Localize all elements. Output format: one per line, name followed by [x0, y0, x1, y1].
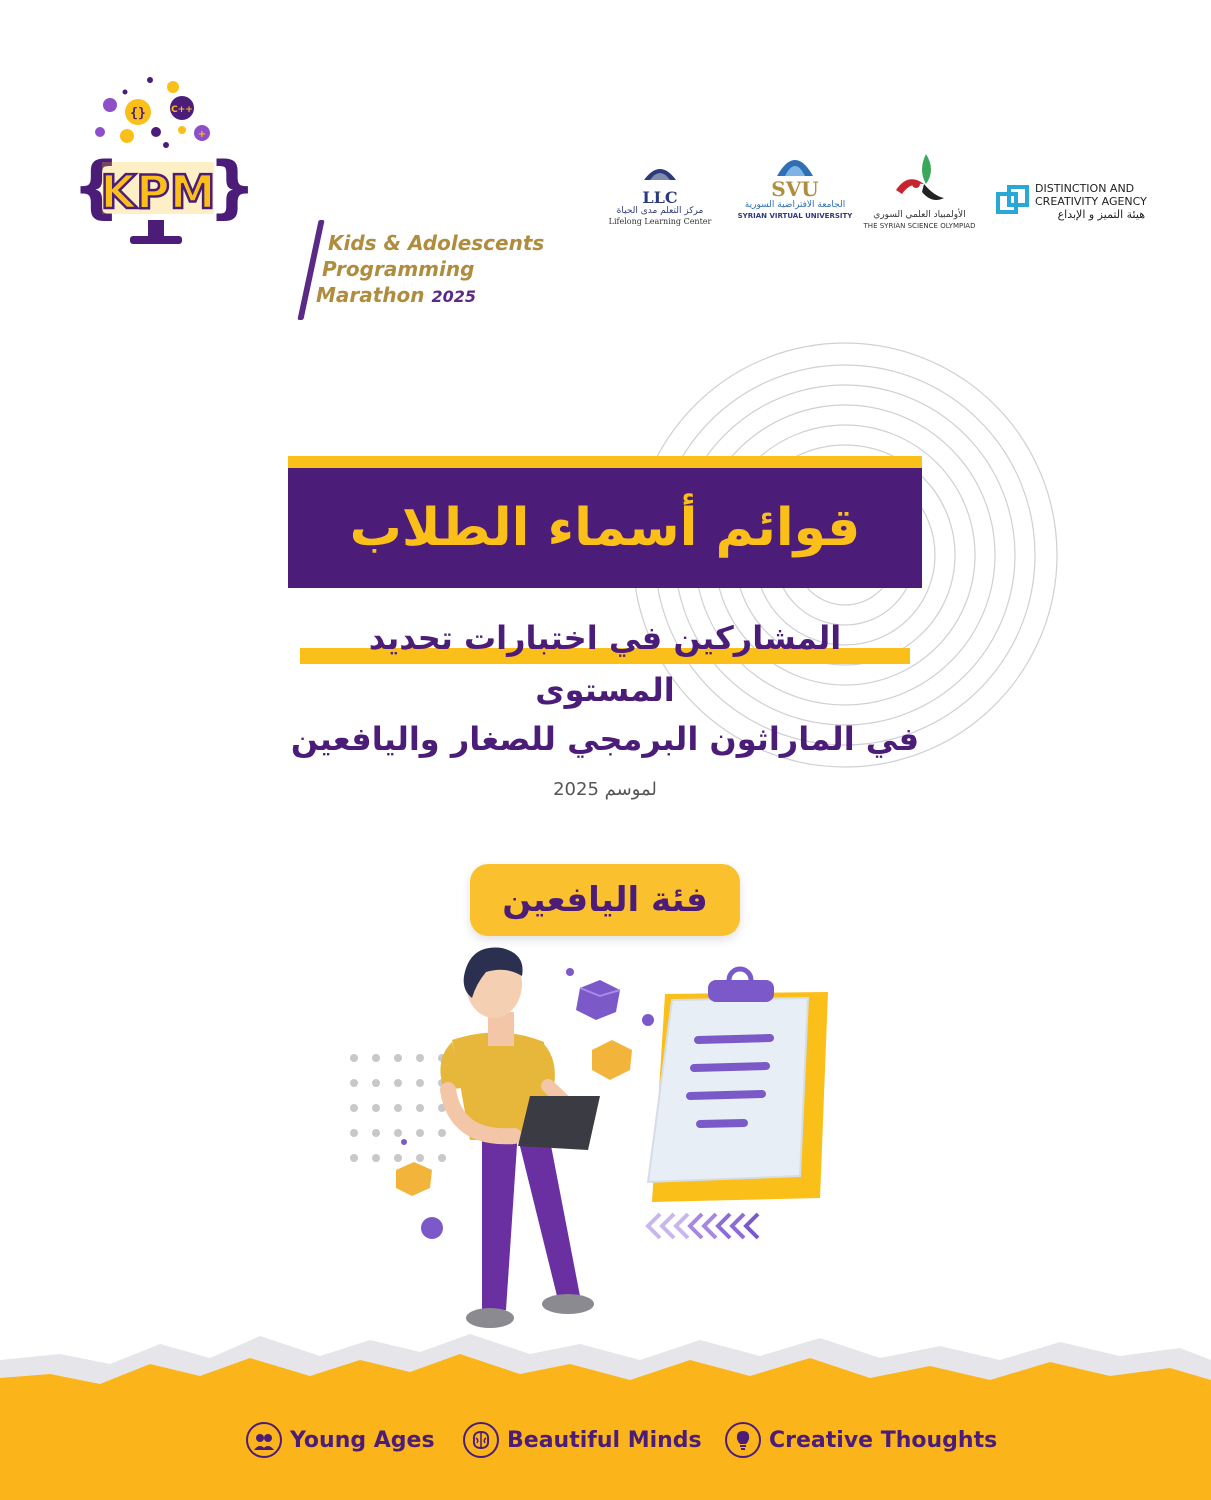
tagline-young-ages [246, 1418, 435, 1462]
partner-sso [862, 150, 977, 240]
svg-text:C++: C++ [171, 105, 193, 115]
kids-icon [246, 1422, 282, 1458]
title-banner [288, 468, 922, 588]
logo-year: 2025 [431, 287, 477, 306]
partner-llc [600, 150, 720, 240]
svu-caption-ar: الجامعة الافتراضية السورية [744, 200, 846, 210]
footer-torn-paper [0, 1330, 1211, 1500]
logo-line-2: Programming [322, 257, 475, 281]
tagline-label: Beautiful Minds [507, 1427, 702, 1453]
svg-text:}: } [208, 148, 257, 227]
olympiad-leaf-icon [892, 150, 948, 206]
llc-caption-ar: مركز التعلم مدى الحياة [616, 206, 704, 216]
subtitle-block [300, 612, 910, 709]
dot-grid [350, 1054, 446, 1162]
svu-caption-en: SYRIAN VIRTUAL UNIVERSITY [737, 212, 853, 220]
category-badge [470, 864, 740, 936]
llc-logo-icon [640, 158, 680, 190]
tagline-label: Young Ages [290, 1427, 435, 1453]
tagline-label: Creative Thoughts [769, 1427, 998, 1453]
category-label: فئة اليافعين [502, 880, 708, 920]
partner-dca [995, 150, 1145, 240]
dca-logo-icon [995, 184, 1033, 222]
partner-logos [600, 150, 1145, 240]
svg-text:+: + [197, 129, 207, 140]
tagline-creative-thoughts [725, 1418, 997, 1462]
svu-dome-icon [771, 150, 819, 178]
partner-svu [735, 150, 855, 240]
sso-caption-ar: الأولمبياد العلمي السوري [873, 210, 966, 220]
subtitle: المشاركين في اختبارات تحديد المستوى [368, 619, 842, 709]
svg-text:{: { [72, 148, 121, 227]
student-clipboard-illustration [330, 940, 870, 1340]
llc-mark: LLC [642, 188, 678, 207]
title-accent-bar [288, 456, 922, 468]
kpm-acronym: KPM [100, 165, 216, 219]
season-label: لموسم 2025 [553, 779, 657, 800]
page-title: قوائم أسماء الطلاب [349, 498, 861, 558]
clipboard-icon [648, 969, 828, 1202]
kpm-logo-text [316, 230, 588, 310]
dca-caption-en-1: DISTINCTION AND [1035, 182, 1135, 195]
logo-line-3: Marathon [316, 283, 425, 307]
tagline-beautiful-minds [463, 1418, 702, 1462]
svu-mark: SVU [771, 177, 819, 201]
svg-text:{}: {} [130, 106, 146, 121]
llc-caption-en: Lifelong Learning Center [608, 217, 712, 226]
brain-icon [463, 1422, 499, 1458]
dca-caption-en-2: CREATIVITY AGENCY [1035, 195, 1147, 208]
kpm-logo [70, 70, 545, 307]
chevron-trail-icon [648, 1214, 758, 1238]
logo-line-1: Kids & Adolescents [328, 231, 545, 255]
student-figure [440, 948, 600, 1328]
lightbulb-icon [725, 1422, 761, 1458]
dca-caption-ar: هيئة التميز و الإبداع [1057, 208, 1145, 221]
sso-caption-en: THE SYRIAN SCIENCE OLYMPIAD [863, 222, 976, 230]
kpm-monitor-logo-icon [70, 70, 257, 260]
event-name: في الماراثون البرمجي للصغار واليافعين [290, 720, 920, 758]
